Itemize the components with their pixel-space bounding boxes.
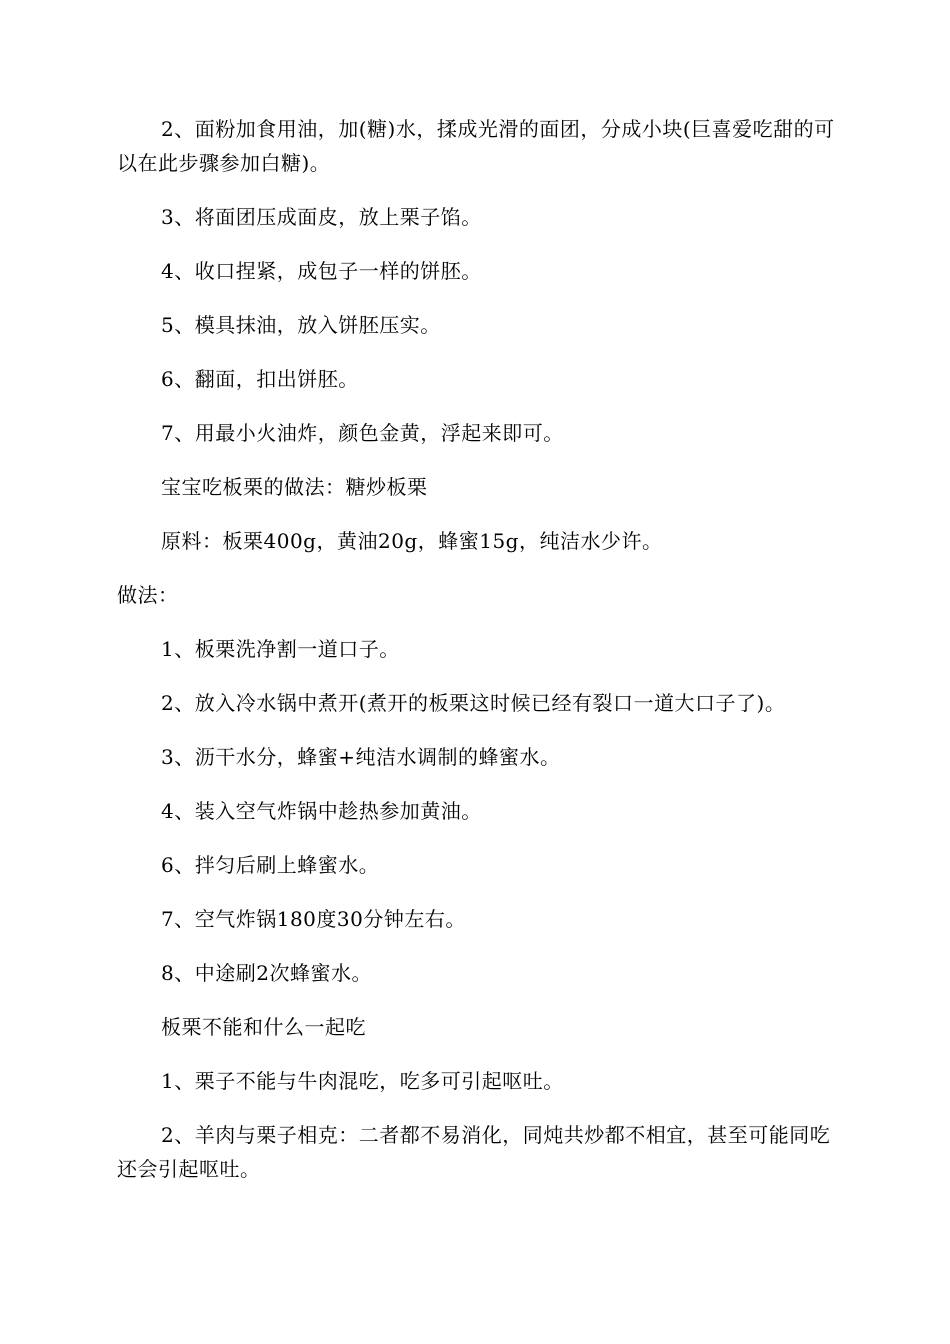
- paragraph-step-7-fry: 7、用最小火油炸，颜色金黄，浮起来即可。: [161, 421, 564, 445]
- paragraph-method-step-1: 1、板栗洗净割一道口子。: [161, 637, 400, 661]
- paragraph-step-4-seal: 4、收口捏紧，成包子一样的饼胚。: [161, 259, 482, 283]
- paragraph-method-step-6: 6、拌匀后刷上蜂蜜水。: [161, 853, 380, 877]
- paragraph-ingredients: 原料：板栗400g，黄油20g，蜂蜜15g，纯洁水少许。: [161, 529, 663, 553]
- paragraph-step-5-mold: 5、模具抹油，放入饼胚压实。: [161, 313, 441, 337]
- paragraph-step-3-filling: 3、将面团压成面皮，放上栗子馅。: [161, 205, 482, 229]
- document-body: [117, 112, 837, 1206]
- paragraph-method-step-2: 2、放入冷水锅中煮开(煮开的板栗这时候已经有裂口一道大口子了)。: [161, 691, 786, 715]
- paragraph-incompatibility-1: 1、栗子不能与牛肉混吃，吃多可引起呕吐。: [161, 1069, 564, 1093]
- paragraph-method-label: 做法：: [117, 583, 179, 607]
- paragraph-method-step-4: 4、装入空气炸锅中趁热参加黄油。: [161, 799, 482, 823]
- paragraph-method-step-3: 3、沥干水分，蜂蜜+纯洁水调制的蜂蜜水。: [161, 745, 561, 769]
- paragraph-method-step-8: 8、中途刷2次蜂蜜水。: [161, 961, 372, 985]
- section-heading-candied-chestnuts: 宝宝吃板栗的做法：糖炒板栗: [161, 475, 428, 499]
- paragraph-step-6-flip: 6、翻面，扣出饼胚。: [161, 367, 359, 391]
- paragraph-method-step-7: 7、空气炸锅180度30分钟左右。: [161, 907, 466, 931]
- section-heading-food-incompatibility: 板栗不能和什么一起吃: [161, 1015, 366, 1039]
- paragraph-step-2-dough: 2、面粉加食用油，加(糖)水，揉成光滑的面团，分成小块(巨喜爱吃甜的可以在此步骤参加白糖)。: [117, 117, 835, 175]
- paragraph-incompatibility-2: 2、羊肉与栗子相克：二者都不易消化，同炖共炒都不相宜，甚至可能同吃还会引起呕吐。: [117, 1123, 831, 1181]
